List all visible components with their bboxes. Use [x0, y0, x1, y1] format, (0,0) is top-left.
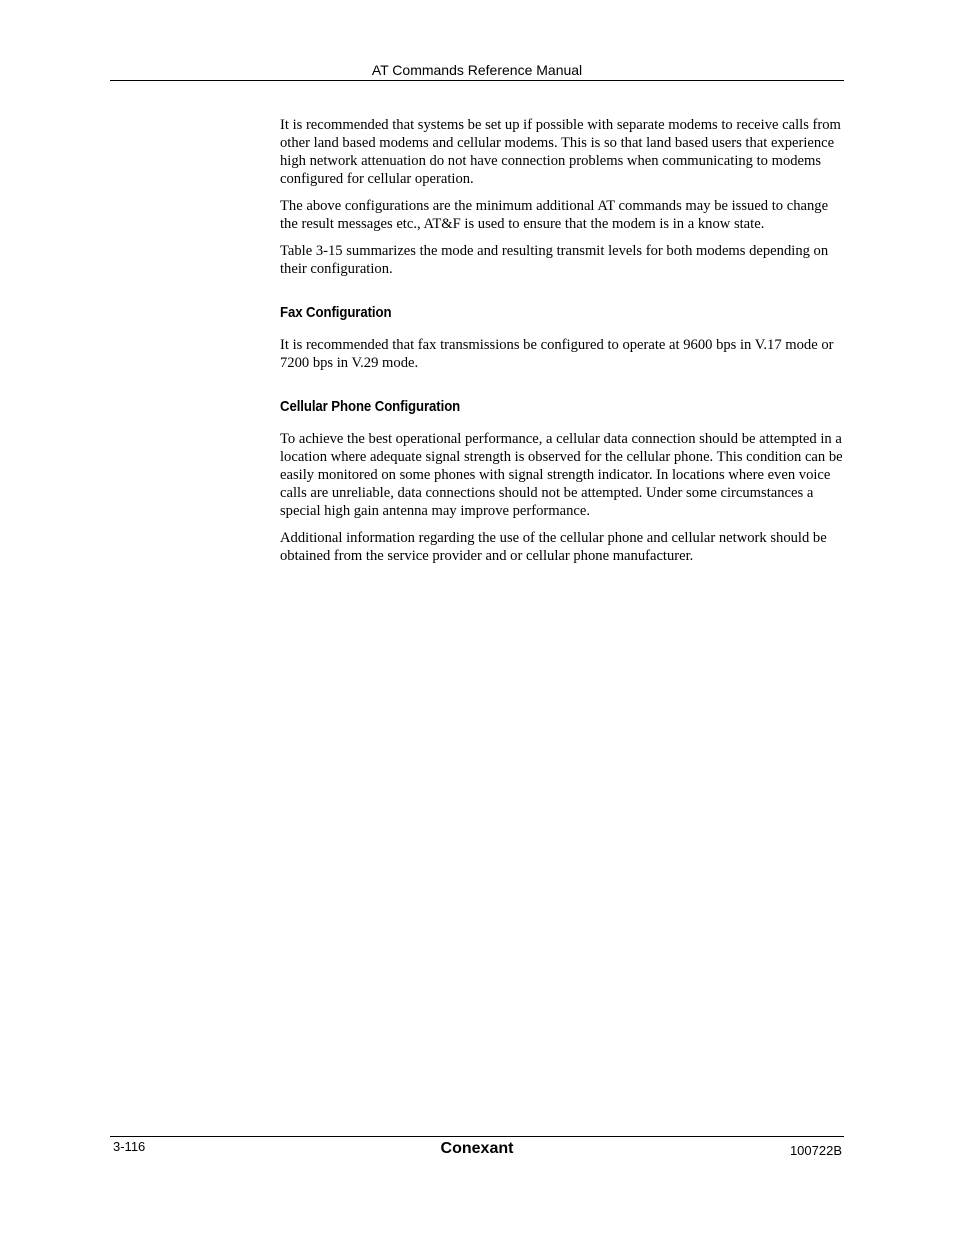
company-name: Conexant [440, 1140, 514, 1157]
document-number: 100722B [789, 1143, 842, 1158]
page-number: 3-116 [113, 1139, 146, 1154]
intro-paragraph-1: It is recommended that systems be set up if possible with separate modems to receive calls from other land based modems and cellular modems. This is so that land based users that experience high network attenuation do not have connection problems when communicating to modems configured for cellular operation. [280, 117, 841, 187]
cellular-paragraph-1: To achieve the best operational performance, a cellular data connection should be attempted in a location where adequate signal strength is observed for the cellular phone. This condition can be easily monitored on some phones with signal strength indicator. In locations where even voice calls are unreliable, data connections should not be attempted. Under some circumstances a special high gain antenna may improve performance. [280, 431, 843, 519]
intro-paragraph-3: Table 3-15 summarizes the mode and resulting transmit levels for both modems depending on their configuration. [280, 243, 829, 277]
cellular-paragraph-2: Additional information regarding the use of the cellular phone and cellular network should be obtained from the service provider and or cellular phone manufacturer. [280, 530, 827, 564]
page-header-title: AT Commands Reference Manual [371, 62, 583, 78]
intro-paragraph-2: The above configurations are the minimum additional AT commands may be issued to change the result messages etc., AT&F is used to ensure that the modem is in a know state. [280, 198, 829, 232]
main-content [280, 116, 846, 574]
fax-configuration-paragraph: It is recommended that fax transmissions be configured to operate at 9600 bps in V.17 mode or 7200 bps in V.29 mode. [280, 337, 834, 371]
cellular-configuration-heading: Cellular Phone Configuration [280, 398, 461, 415]
header-divider [110, 80, 844, 81]
fax-configuration-heading: Fax Configuration [280, 304, 392, 321]
footer-divider [110, 1136, 844, 1137]
